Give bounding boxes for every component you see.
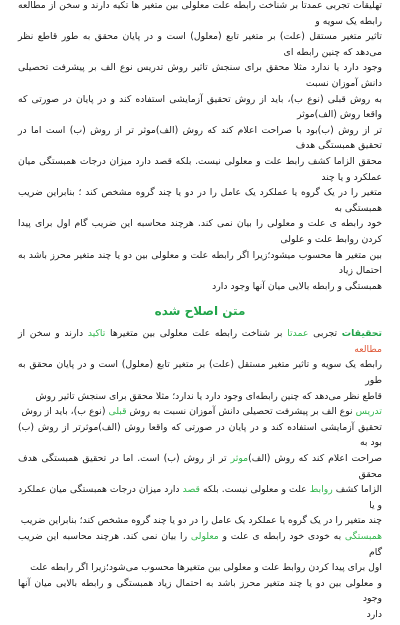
highlighted-word: مطالعه xyxy=(354,343,382,355)
revised-line xyxy=(18,560,382,576)
highlighted-word: قصد xyxy=(182,484,200,496)
highlighted-word: همبستگی xyxy=(344,531,382,542)
text-segment: نوع الف بر پیشرفت تحصیلی دانش آموزان نسبت به روش xyxy=(126,406,356,418)
original-line: به روش قبلی (نوع ب)، باید از روش تحقیق آزمایشی استفاده کند و در پایان در صورتی که واقعا روش (الف)موثر xyxy=(18,93,382,121)
revised-line xyxy=(18,529,382,560)
original-line: متغیر را در یک گروه یا عملکرد یک عامل را در دو یا چند گروه مشخص کند ؛ بنابراین ضریب همبستگی به xyxy=(18,187,382,214)
revised-text-heading: متن اصلاح شده xyxy=(154,304,246,319)
original-text-paragraph xyxy=(18,0,382,294)
revised-line xyxy=(18,389,382,405)
highlighted-word: روابط xyxy=(309,484,333,496)
text-segment: دارد میزان درجات همبستگی میان عملکرد و یا xyxy=(18,484,382,511)
highlighted-word: تدریس xyxy=(355,406,382,418)
highlighted-word: عمدتا xyxy=(287,328,309,340)
text-segment: تحقیق آزمایشی استفاده کند و در پایان در صورتی که واقعا روش (الف)موثرتر از روش (ب) بود به xyxy=(18,421,382,449)
text-segment: تر از روش (ب) است. اما در تحقیق همبستگی هدف محقق xyxy=(18,453,382,480)
original-line: تر از روش (ب)بود با صراحت اعلام کند که روش (الف)موثر تر از روش (ب) است اما در تحقیق همبستگی هدف xyxy=(18,124,382,152)
text-segment: دارد xyxy=(366,608,382,620)
text-segment: دارند و سخن از xyxy=(18,328,88,340)
revised-line xyxy=(18,513,382,529)
original-line: بین متغیر ها محسوب میشود؛زیرا اگر رابطه علت و معلولی بین دو یا چند متغیر محرز باشد به احتمال زیاد xyxy=(18,249,382,277)
original-line: وجود دارد یا ندارد مثلا محقق برای سنجش تاثیر روش تدریس نوع الف بر پیشرفت تحصیلی دانش آموزان نسبت xyxy=(18,62,382,89)
text-segment: صراحت اعلام کند که روش (الف) xyxy=(248,453,382,465)
revised-line xyxy=(18,420,382,451)
highlighted-word: تحقیقات xyxy=(341,328,382,340)
original-line: تاثیر متغیر مستقل (علت) بر متغیر تابع (معلول) است و در پایان محقق به طور قاطع نظر می‌دهد که چنین رابطه ای xyxy=(18,31,382,58)
revised-line xyxy=(18,404,382,420)
highlighted-word: معلولی xyxy=(190,531,219,542)
original-line: خود رابطه ی علت و معلولی را بیان نمی کند. هرچند محاسبه این ضریب گام اول برای پیدا کردن روابط علت و علولی xyxy=(18,218,382,245)
revised-line xyxy=(18,451,382,482)
text-segment: الزاما کشف xyxy=(332,484,382,496)
revised-line xyxy=(18,357,382,388)
revised-line xyxy=(18,576,382,607)
text-segment: را بیان نمی کند. هرچند محاسبه این ضریب گام xyxy=(18,531,382,558)
text-segment: علت و معلولی نیست. بلکه xyxy=(199,484,310,496)
text-segment: رابطه یک سویه و تاثیر متغیر مستقل (علت) بر متغیر تابع (معلول) است و در پایان محقق به طور xyxy=(18,359,382,387)
original-line: محقق الزاما کشف رابط علت و معلولی نیست. بلکه قصد دارد میزان درجات همبستگی میان عملکرد و یا چند xyxy=(18,155,382,183)
text-segment: و معلولی بین دو یا چند متغیر محرز باشد به احتمال زیاد همبستگی و رابطه بالایی میان آنها وجود xyxy=(18,577,382,605)
text-segment: قاطع نظر می‌دهد که چنین رابطه‌ای وجود دارد یا ندارد؛ مثلا محقق برای سنجش تاثیر روش xyxy=(35,390,382,402)
revised-line xyxy=(18,482,382,513)
text-segment: چند متغیر را در یک گروه یا عملکرد یک عامل را در دو یا چند گروه مشخص کند؛ بنابراین ضریب xyxy=(20,515,382,527)
revised-line xyxy=(18,326,382,357)
original-line: همبستگی و رابطه بالایی میان آنها وجود دارد xyxy=(212,280,382,292)
text-segment: بر شناخت رابطه علت معلولی بین متغیرها xyxy=(105,328,288,340)
highlighted-word: موثر xyxy=(230,453,249,465)
text-segment: تجربی xyxy=(308,328,342,340)
text-segment: به خودی خود رابطه ی علت و xyxy=(218,531,345,542)
highlighted-word: تاکید xyxy=(87,328,106,340)
text-segment: اول برای پیدا کردن روابط علت و معلولی بین متغیرها محسوب می‌شود؛زیرا اگر رابطه علت xyxy=(30,562,382,574)
highlighted-word: قبلی xyxy=(108,406,127,418)
original-line: تهلیقات تجربی عمدتا بر شناخت رابطه علت معلولی بین متغیر ها تکیه دارند و سخن از مطالعه رابطه یک سویه و xyxy=(18,0,382,27)
revised-line xyxy=(18,607,382,623)
revised-text-paragraph xyxy=(18,326,382,622)
text-segment: (نوع ب)، باید از روش xyxy=(21,406,109,418)
